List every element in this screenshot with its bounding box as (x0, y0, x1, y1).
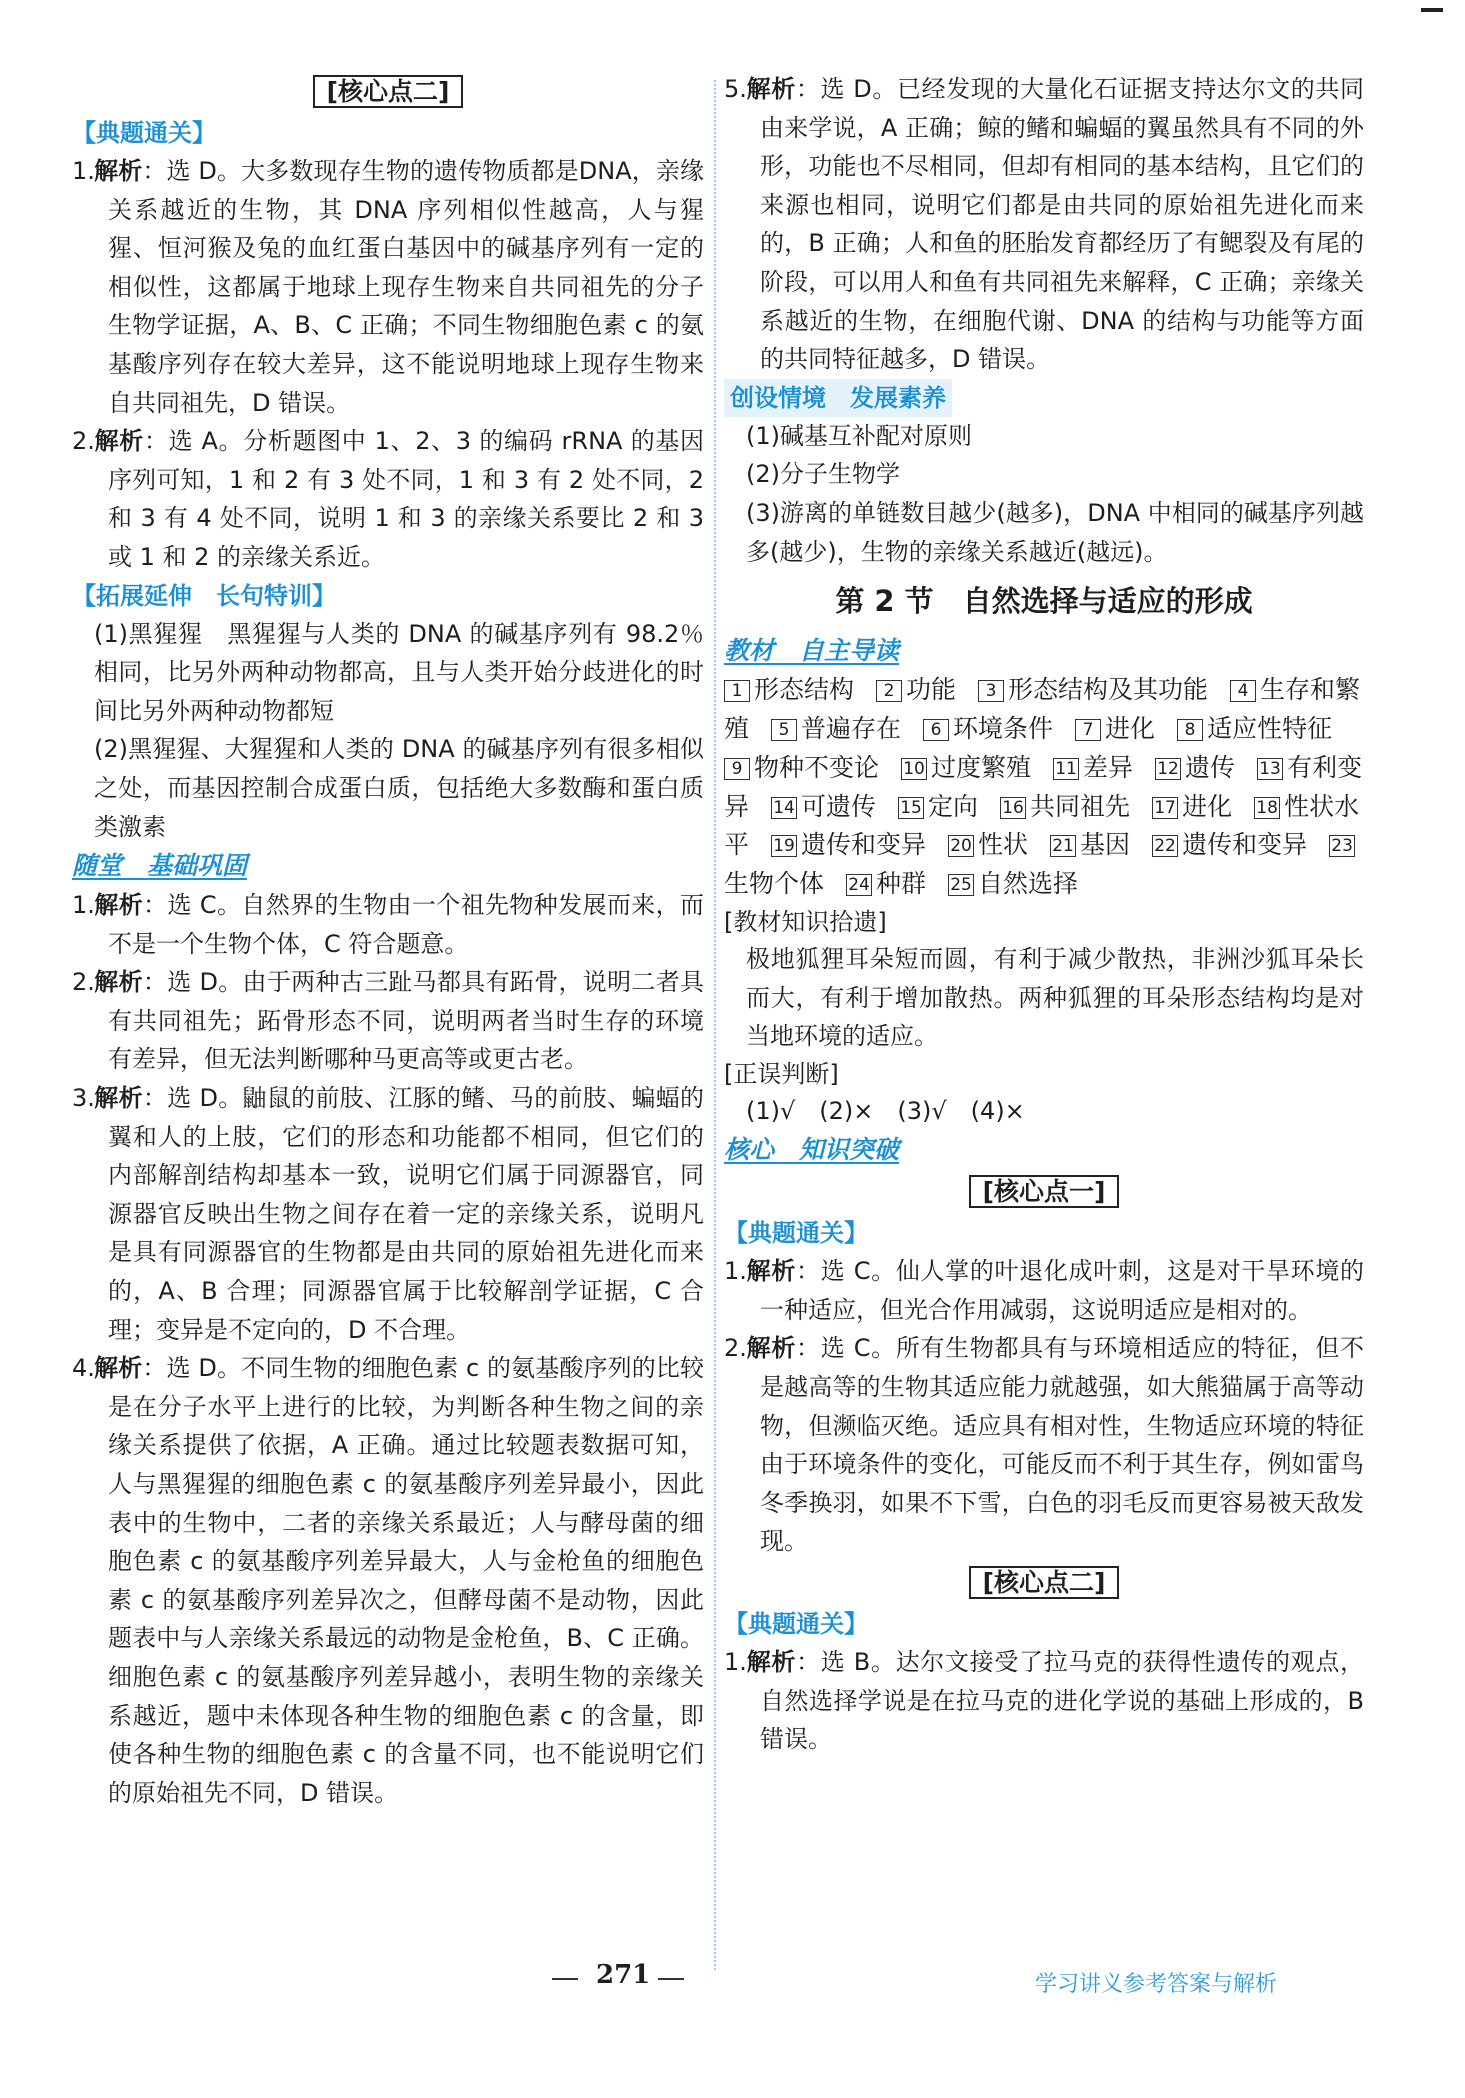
blank-number: 19 (771, 835, 797, 857)
blank-text: 差异 (1083, 752, 1134, 782)
answer-item: 1.解析：选 C。仙人掌的叶退化成叶刺，这是对干旱环境的一种适应，但光合作用减弱，这说明适应是相对的。 (724, 1257, 1365, 1324)
core-point-2-heading: [核心点二] (724, 1561, 1364, 1605)
book-title: 学习讲义参考答案与解析 (1035, 1972, 1278, 1997)
blank-text: 定向 (928, 791, 979, 821)
blank-number: 16 (1000, 797, 1026, 819)
blank-number: 25 (948, 874, 974, 896)
extension-tag: 【拓展延伸 长句特训】 (72, 581, 336, 610)
answer-item: 3.解析：选 D。鼬鼠的前肢、江豚的鳍、马的前肢、蝙蝠的翼和人的上肢，它们的形态和功能都不相同，但它们的内部解剖结构却基本一致，说明它们属于同源器官，同源器官反映出生物之间存在着一定的亲缘关系，说明凡是具有同源器官的生物都是由共同的原始祖先进化而来的，A、B 合理；同源器官属于比较解剖学证据，C 合理；变异是不定向的，D 不合理。 (72, 1084, 705, 1344)
blank-text: 共同祖先 (1030, 791, 1131, 821)
blank-number: 11 (1053, 758, 1079, 780)
blank-answer (948, 830, 1028, 859)
blank-answer (1053, 753, 1133, 782)
typical-questions-tag: 【典题通关】 (724, 1219, 868, 1248)
blank-number: 23 (1329, 835, 1355, 857)
core-breakthrough-tag: 核心 知识突破 (724, 1135, 900, 1165)
footer-dash (552, 1978, 578, 1980)
blank-number: 7 (1075, 719, 1101, 741)
blank-number: 14 (771, 797, 797, 819)
blank-text: 功能 (906, 675, 957, 705)
scenario-answer: (1)碱基互补配对原则 (746, 421, 972, 450)
blank-text: 适应性特征 (1207, 713, 1333, 743)
blank-number: 20 (948, 835, 974, 857)
blank-text: 性状水平 (724, 791, 1360, 860)
blank-number: 15 (898, 797, 924, 819)
answer-item: 5.解析：选 D。已经发现的大量化石证据支持达尔文的共同由来学说，A 正确；鲸的鳍和蝙蝠的翼虽然具有不同的外形，功能也不尽相同，但却有相同的基本结构，且它们的来源也相同，说明它们都是由共同的原始祖先进化而来的，B 正确；人和鱼的胚胎发育都经历了有鳃裂及有尾的阶段，可以用人和鱼有共同祖先来解释，C 正确；亲缘关系越近的生物，在细胞代谢、DNA 的结构与功能等方面的共同特征越多，D 错误。 (724, 75, 1365, 374)
blank-text: 进化 (1105, 713, 1156, 743)
blank-number: 12 (1155, 758, 1181, 780)
extension-answer: (1)黑猩猩 黑猩猩与人类的 DNA 的碱基序列有 98.2％相同，比另外两种动物都高，且与人类开始分歧进化的时间比另外两种动物都短 (94, 619, 704, 725)
answer-item: 2.解析：选 D。由于两种古三趾马都具有跖骨，说明二者具有共同祖先；跖骨形态不同，说明两者当时生存的环境有差异，但无法判断哪种马更高等或更古老。 (72, 968, 705, 1074)
knowledge-gleanings-tag: [教材知识拾遗] (724, 907, 887, 936)
blank-text: 普遍存在 (801, 713, 902, 743)
blank-answer (1000, 792, 1130, 821)
blank-answer (948, 869, 1078, 898)
blank-text: 自然选择 (978, 869, 1079, 899)
true-false-answers: (1)√ (2)× (3)√ (4)× (746, 1096, 1025, 1125)
blank-text: 有利变异 (724, 752, 1363, 821)
blank-answer (1155, 753, 1235, 782)
blank-answer (1050, 830, 1130, 859)
section-title: 第 2 节 自然选择与适应的形成 (835, 584, 1253, 619)
blank-text: 物种不变论 (754, 752, 880, 782)
blank-answer (771, 714, 901, 743)
blank-answer (1075, 714, 1155, 743)
corner-mark (1421, 8, 1443, 12)
blank-number: 3 (978, 680, 1004, 702)
blank-text: 性状 (978, 830, 1029, 860)
blank-answer (1177, 714, 1332, 743)
blank-text: 遗传 (1185, 752, 1236, 782)
blank-text: 可遗传 (801, 791, 877, 821)
blank-text: 生存和繁殖 (724, 675, 1361, 743)
blank-text: 种群 (876, 869, 927, 899)
blank-number: 10 (901, 758, 927, 780)
blank-text: 遗传和变异 (1182, 830, 1308, 860)
blank-answer (724, 675, 854, 704)
answer-item: 4.解析：选 D。不同生物的细胞色素 c 的氨基酸序列的比较是在分子水平上进行的比较，为判断各种生物之间的亲缘关系提供了依据，A 正确。通过比较题表数据可知，人与黑猩猩的细胞色素 c 的氨基酸序列差异最小，因此表中的生物中，二者的亲缘关系最近；人与酵母菌的细胞色素 c 的氨基酸序列差异最大，人与金枪鱼的细胞色素 c 的氨基酸序列差异次之，但酵母菌不是动物，因此题表中与人亲缘关系最远的动物是金枪鱼，B、C 正确。细胞色素 c 的氨基酸序列差异越小，表明生物的亲缘关系越近，题中未体现各种生物的细胞色素 c 的含量，即使各种生物的细胞色素 c 的含量不同，也不能说明它们的原始祖先不同，D 错误。 (72, 1354, 705, 1807)
blank-text: 进化 (1182, 791, 1233, 821)
left-column (72, 70, 704, 1812)
blank-text: 基因 (1080, 830, 1131, 860)
blank-answer (846, 869, 926, 898)
answer-item: 1.解析：选 C。自然界的生物由一个祖先物种发展而来，而不是一个生物个体，C 符合题意。 (72, 891, 704, 958)
scenario-tag: 创设情境 发展素养 (724, 379, 952, 417)
extension-answer: (2)黑猩猩、大猩猩和人类的 DNA 的碱基序列有很多相似之处，而基因控制合成蛋白质，包括绝大多数酶和蛋白质类激素 (94, 735, 704, 841)
scenario-answer: (2)分子生物学 (746, 460, 900, 489)
blank-answer (1152, 792, 1232, 821)
blank-number: 24 (846, 874, 872, 896)
knowledge-gleanings-text: 极地狐狸耳朵短而圆，有利于减少散热，非洲沙狐耳朵长而大，有利于增加散热。两种狐狸的耳朵形态结构均是对当地环境的适应。 (746, 944, 1364, 1051)
in-class-basics-tag: 随堂 基础巩固 (72, 851, 248, 881)
blank-answer (771, 792, 876, 821)
blank-number: 13 (1257, 758, 1283, 780)
blank-number: 2 (876, 680, 902, 702)
answer-item: 1.解析：选 B。达尔文接受了拉马克的获得性遗传的观点，自然选择学说是在拉马克的进化学说的基础上形成的，B 错误。 (724, 1648, 1365, 1754)
blank-answer (901, 753, 1031, 782)
blank-text: 遗传和变异 (801, 830, 927, 860)
blank-text: 过度繁殖 (931, 752, 1032, 782)
answer-item: 2.解析：选 A。分析题图中 1、2、3 的编码 rRNA 的基因序列可知，1 和 2 有 3 处不同，1 和 3 有 2 处不同，2 和 3 有 4 处不同，说明 1 和 3 的亲缘关系要比 2 和 3 或 1 和 2 的亲缘关系近。 (72, 427, 704, 571)
core-point-1-heading: [核心点一] (724, 1170, 1364, 1214)
blank-answer (898, 792, 978, 821)
blank-text: 环境条件 (953, 713, 1054, 743)
typical-questions-tag: 【典题通关】 (72, 119, 216, 147)
blank-answer (1152, 830, 1307, 859)
blank-answer (876, 675, 956, 704)
blank-text: 形态结构及其功能 (1008, 675, 1209, 705)
blank-number: 9 (724, 758, 750, 780)
answer-item: 2.解析：选 C。所有生物都具有与环境相适应的特征，但不是越高等的生物其适应能力就越强，如大熊猫属于高等动物，但濒临灭绝。适应具有相对性，生物适应环境的特征由于环境条件的变化，可能反而不利于其生存，例如雷鸟冬季换羽，如果不下雪，白色的羽毛反而更容易被天敌发现。 (724, 1334, 1365, 1556)
blank-number: 6 (923, 719, 949, 741)
fill-in-answers (724, 671, 1364, 904)
true-false-tag: [正误判断] (724, 1059, 839, 1088)
footer-dash (658, 1978, 684, 1980)
blank-text: 形态结构 (754, 675, 855, 705)
answer-item: 1.解析：选 D。大多数现存生物的遗传物质都是DNA，亲缘关系越近的生物，其 DNA 序列相似性越高，人与猩猩、恒河猴及兔的血红蛋白基因中的碱基序列有一定的相似性，这都属于地球上现存生物来自共同祖先的分子生物学证据，A、B、C 正确；不同生物细胞色素 c 的氨基酸序列存在较大差异，这不能说明地球上现存生物来自共同祖先，D 错误。 (72, 157, 705, 417)
blank-text: 生物个体 (724, 869, 825, 899)
blank-number: 5 (771, 719, 797, 741)
typical-questions-tag: 【典题通关】 (724, 1610, 868, 1639)
blank-number: 17 (1152, 797, 1178, 819)
blank-answer (771, 830, 926, 859)
page-number: 271 (596, 1960, 651, 1990)
blank-answer (724, 753, 879, 782)
core-point-2-heading: [核心点二] (72, 70, 704, 114)
blank-answer (923, 714, 1053, 743)
scenario-answer: (3)游离的单链数目越少(越多)，DNA 中相同的碱基序列越多(越少)，生物的亲缘关系越近(越远)。 (746, 498, 1364, 566)
blank-number: 4 (1230, 680, 1256, 702)
blank-number: 8 (1177, 719, 1203, 741)
blank-number: 18 (1254, 797, 1280, 819)
blank-number: 22 (1152, 835, 1178, 857)
column-divider (714, 80, 716, 1970)
right-column (724, 70, 1364, 1759)
blank-answer (978, 675, 1208, 704)
blank-number: 21 (1050, 835, 1076, 857)
textbook-guide-tag: 教材 自主导读 (724, 636, 900, 666)
blank-number: 1 (724, 680, 750, 702)
